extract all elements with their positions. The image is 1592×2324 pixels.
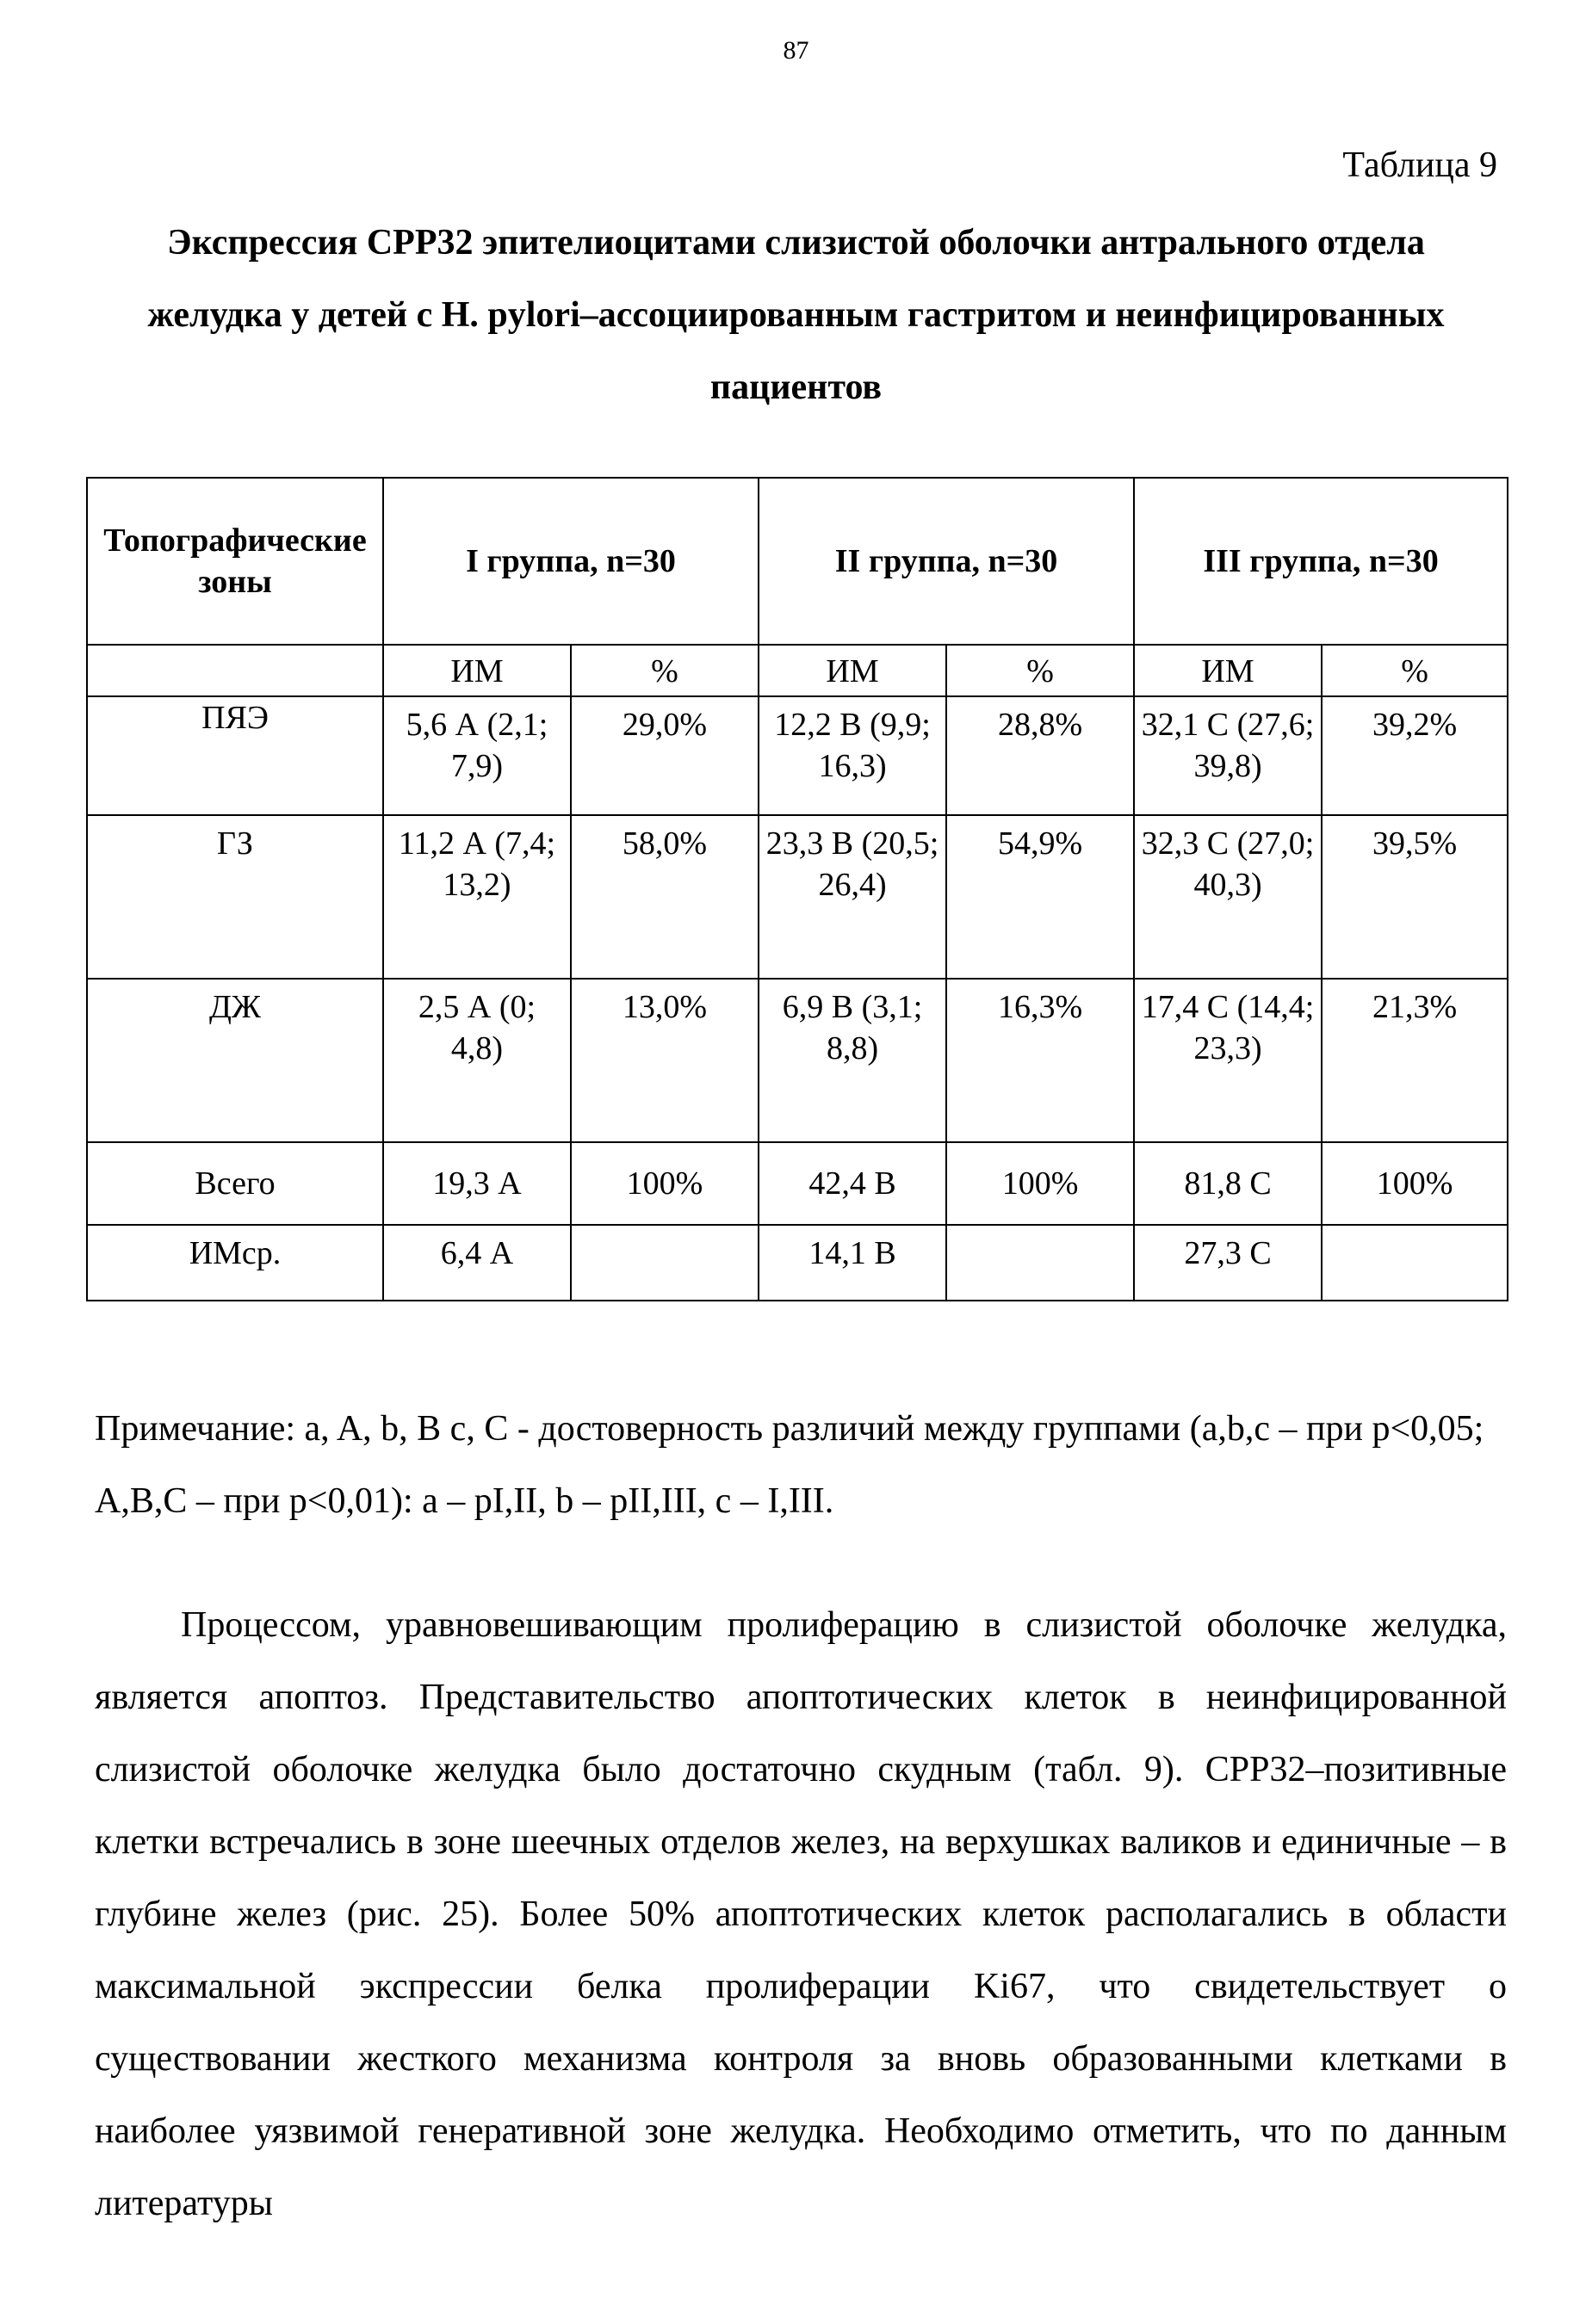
value-cell: 39,2%: [1322, 696, 1508, 815]
value-cell: [1322, 1225, 1508, 1301]
table-note: Примечание: a, A, b, B c, C - достоверность различий между группами (a,b,c – при p<0,05; A,B,C – при p<0,01): a – pI,II, b – pII,III, c – I,III.: [95, 1409, 1484, 1521]
value-cell: 54,9%: [946, 815, 1134, 979]
table-row: [87, 1225, 1508, 1301]
value-cell: 27,3 С: [1134, 1225, 1322, 1301]
value-cell: 32,1 С (27,6; 39,8): [1134, 696, 1322, 815]
value-cell: 39,5%: [1322, 815, 1508, 979]
value-cell: 19,3 А: [383, 1142, 571, 1225]
subheader-cell: ИМ: [1134, 645, 1322, 696]
table-row: [87, 1142, 1508, 1225]
header-group-2: II группа, n=30: [759, 478, 1134, 645]
value-cell: 100%: [946, 1142, 1134, 1225]
header-zone: Топографические зоны: [87, 478, 383, 645]
table-row: [87, 979, 1508, 1142]
value-cell: 28,8%: [946, 696, 1134, 815]
value-cell: 5,6 А (2,1; 7,9): [383, 696, 571, 815]
value-cell: 23,3 В (20,5; 26,4): [759, 815, 946, 979]
value-cell: 12,2 В (9,9; 16,3): [759, 696, 946, 815]
header-group-3: III группа, n=30: [1134, 478, 1508, 645]
subheader-cell: %: [946, 645, 1134, 696]
value-cell: 100%: [571, 1142, 759, 1225]
value-cell: 21,3%: [1322, 979, 1508, 1142]
header-group-1: I группа, n=30: [383, 478, 759, 645]
value-cell: 16,3%: [946, 979, 1134, 1142]
body-paragraph: Процессом, уравновешивающим пролиферацию в слизистой оболочке желудка, является апоптоз. Представительство апоптотических клеток в неинфицированной слизистой оболочке желудка было достаточно скудным (табл. 9). СРР32–позитивные клетки встречались в зоне шеечных отделов желез, на верхушках валиков и единичные – в глубине желез (рис. 25). Более 50% апоптотических клеток располагались в области максимальной экспрессии белка пролиферации Ki67, что свидетельствует о существовании жесткого механизма контроля за вновь образованными клетками в наиболее уязвимой генеративной зоне желудка. Необходимо отметить, что по данным литературы: [95, 1605, 1507, 2223]
value-cell: 32,3 С (27,0; 40,3): [1134, 815, 1322, 979]
value-cell: 2,5 А (0; 4,8): [383, 979, 571, 1142]
subheader-cell: %: [1322, 645, 1508, 696]
value-cell: 100%: [1322, 1142, 1508, 1225]
table-row: [87, 696, 1508, 815]
subheader-cell: %: [571, 645, 759, 696]
data-table: [86, 477, 1508, 1301]
value-cell: 11,2 А (7,4; 13,2): [383, 815, 571, 979]
subheader-empty: [87, 645, 383, 696]
table-header-row: [87, 478, 1508, 645]
zone-cell: ИМср.: [87, 1225, 383, 1301]
zone-cell: ПЯЭ: [87, 696, 383, 815]
value-cell: 13,0%: [571, 979, 759, 1142]
value-cell: 81,8 С: [1134, 1142, 1322, 1225]
zone-cell: Всего: [87, 1142, 383, 1225]
value-cell: 6,4 А: [383, 1225, 571, 1301]
value-cell: 14,1 В: [759, 1225, 946, 1301]
value-cell: 58,0%: [571, 815, 759, 979]
value-cell: [946, 1225, 1134, 1301]
zone-cell: ДЖ: [87, 979, 383, 1142]
table-label: Таблица 9: [1342, 145, 1497, 185]
value-cell: [571, 1225, 759, 1301]
table-subheader-row: [87, 645, 1508, 696]
subheader-cell: ИМ: [759, 645, 946, 696]
zone-cell: ГЗ: [87, 815, 383, 979]
value-cell: 29,0%: [571, 696, 759, 815]
page-number: 87: [783, 36, 809, 65]
value-cell: 42,4 В: [759, 1142, 946, 1225]
table-row: [87, 815, 1508, 979]
value-cell: 6,9 В (3,1; 8,8): [759, 979, 946, 1142]
subheader-cell: ИМ: [383, 645, 571, 696]
value-cell: 17,4 С (14,4; 23,3): [1134, 979, 1322, 1142]
table-title: Экспрессия СРР32 эпителиоцитами слизистой оболочки антрального отдела желудка у детей с H. pylori–ассоциированным гастритом и неинфицированных пациентов: [147, 223, 1445, 407]
